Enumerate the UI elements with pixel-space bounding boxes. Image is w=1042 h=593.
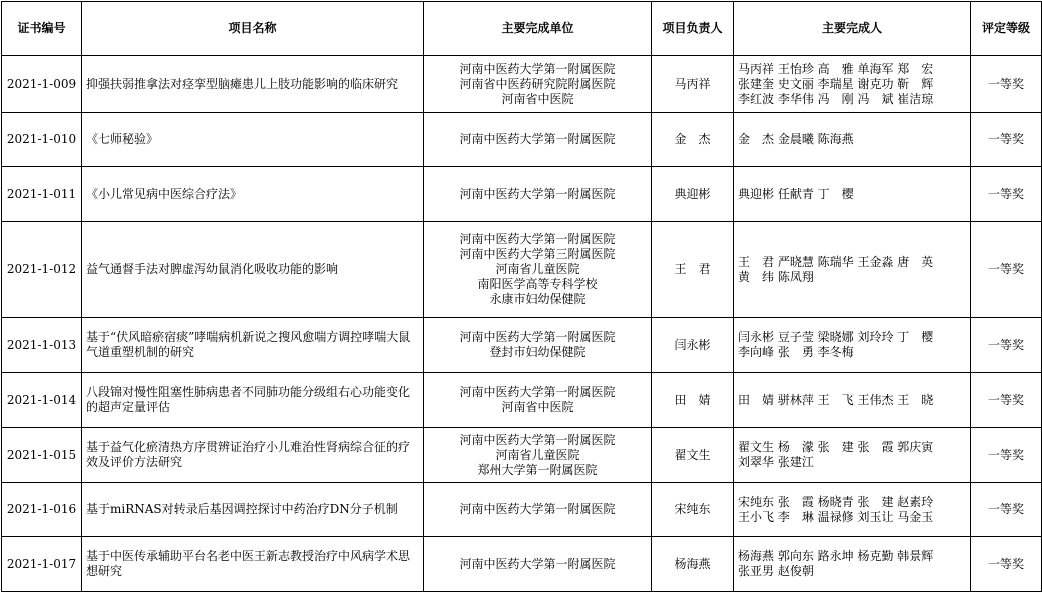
leader-cell: 马丙祥	[652, 56, 734, 113]
table-row	[2, 483, 1042, 537]
table-row	[2, 428, 1042, 483]
project-name-cell: 基于“伏风暗瘀宿痰”哮喘病机新说之搜风愈喘方调控哮喘大鼠气道重塑机制的研究	[82, 318, 424, 373]
members-cell: 翟文生 杨 濛 张 建 张 霞 郭庆寅 刘翠华 张建江	[734, 428, 971, 483]
awards-table	[1, 1, 1042, 592]
leader-cell: 杨海燕	[652, 537, 734, 592]
header-project: 项目名称	[82, 2, 424, 56]
header-leader: 项目负责人	[652, 2, 734, 56]
members-cell: 金 杰 金晨曦 陈海燕	[734, 113, 971, 167]
header-cert-no: 证书编号	[2, 2, 82, 56]
members-cell: 王 君 严晓慧 陈瑞华 王金淼 唐 英 黄 纬 陈凤翔	[734, 222, 971, 318]
project-name-cell: 《小儿常见病中医综合疗法》	[82, 167, 424, 222]
header-grade: 评定等级	[971, 2, 1042, 56]
project-name-cell: 《七师秘验》	[82, 113, 424, 167]
members-cell: 闫永彬 豆子莹 梁晓娜 刘玲玲 丁 樱 李向峰 张 勇 李冬梅	[734, 318, 971, 373]
table-row	[2, 318, 1042, 373]
cert-no-cell: 2021-1-013	[2, 318, 82, 373]
grade-cell: 一等奖	[971, 113, 1042, 167]
project-name-cell: 益气通督手法对脾虚泻幼鼠消化吸收功能的影响	[82, 222, 424, 318]
grade-cell: 一等奖	[971, 483, 1042, 537]
cert-no-cell: 2021-1-016	[2, 483, 82, 537]
unit-cell: 河南中医药大学第一附属医院	[424, 167, 652, 222]
members-cell: 田 婧 骈林萍 王 飞 王伟杰 王 晓	[734, 373, 971, 428]
table-row	[2, 113, 1042, 167]
grade-cell: 一等奖	[971, 56, 1042, 113]
members-cell: 马丙祥 王怡珍 高 雅 单海军 郑 宏 张建奎 史文丽 李瑞星 谢克功 靳 辉 李红波 李华伟 冯 刚 冯 斌 崔洁琼	[734, 56, 971, 113]
unit-cell: 河南中医药大学第一附属医院 河南省儿童医院 郑州大学第一附属医院	[424, 428, 652, 483]
members-cell: 杨海燕 郭向东 路永坤 杨克勤 韩景辉 张亚男 赵俊朝	[734, 537, 971, 592]
cert-no-cell: 2021-1-009	[2, 56, 82, 113]
leader-cell: 闫永彬	[652, 318, 734, 373]
grade-cell: 一等奖	[971, 318, 1042, 373]
cert-no-cell: 2021-1-010	[2, 113, 82, 167]
leader-cell: 翟文生	[652, 428, 734, 483]
grade-cell: 一等奖	[971, 537, 1042, 592]
grade-cell: 一等奖	[971, 428, 1042, 483]
leader-cell: 田 婧	[652, 373, 734, 428]
grade-cell: 一等奖	[971, 222, 1042, 318]
cert-no-cell: 2021-1-014	[2, 373, 82, 428]
unit-cell: 河南中医药大学第一附属医院	[424, 537, 652, 592]
grade-cell: 一等奖	[971, 373, 1042, 428]
unit-cell: 河南中医药大学第一附属医院 河南省中医药研究院附属医院 河南省中医院	[424, 56, 652, 113]
project-name-cell: 基于益气化瘀清热方序贯辨证治疗小儿难治性肾病综合征的疗效及评价方法研究	[82, 428, 424, 483]
header-row	[2, 2, 1042, 56]
project-name-cell: 八段锦对慢性阻塞性肺病患者不同肺功能分级组右心功能变化的超声定量评估	[82, 373, 424, 428]
grade-cell: 一等奖	[971, 167, 1042, 222]
table-row	[2, 222, 1042, 318]
table-row	[2, 167, 1042, 222]
project-name-cell: 基于miRNAS对转录后基因调控探讨中药治疗DN分子机制	[82, 483, 424, 537]
members-cell: 典迎彬 任献青 丁 樱	[734, 167, 971, 222]
unit-cell: 河南中医药大学第一附属医院	[424, 483, 652, 537]
cert-no-cell: 2021-1-015	[2, 428, 82, 483]
leader-cell: 金 杰	[652, 113, 734, 167]
project-name-cell: 基于中医传承辅助平台名老中医王新志教授治疗中风病学术思想研究	[82, 537, 424, 592]
table-row	[2, 537, 1042, 592]
cert-no-cell: 2021-1-017	[2, 537, 82, 592]
project-name-cell: 抑强扶弱推拿法对痉挛型脑瘫患儿上肢功能影响的临床研究	[82, 56, 424, 113]
header-members: 主要完成人	[734, 2, 971, 56]
unit-cell: 河南中医药大学第一附属医院 河南中医药大学第三附属医院 河南省儿童医院 南阳医学高等专科学校 永康市妇幼保健院	[424, 222, 652, 318]
header-unit: 主要完成单位	[424, 2, 652, 56]
leader-cell: 宋纯东	[652, 483, 734, 537]
leader-cell: 典迎彬	[652, 167, 734, 222]
cert-no-cell: 2021-1-012	[2, 222, 82, 318]
unit-cell: 河南中医药大学第一附属医院	[424, 113, 652, 167]
cert-no-cell: 2021-1-011	[2, 167, 82, 222]
table-row	[2, 373, 1042, 428]
unit-cell: 河南中医药大学第一附属医院 河南省中医院	[424, 373, 652, 428]
members-cell: 宋纯东 张 霞 杨晓青 张 建 赵素玲 王小飞 李 琳 温禄修 刘玉让 马金玉	[734, 483, 971, 537]
leader-cell: 王 君	[652, 222, 734, 318]
table-row	[2, 56, 1042, 113]
unit-cell: 河南中医药大学第一附属医院 登封市妇幼保健院	[424, 318, 652, 373]
